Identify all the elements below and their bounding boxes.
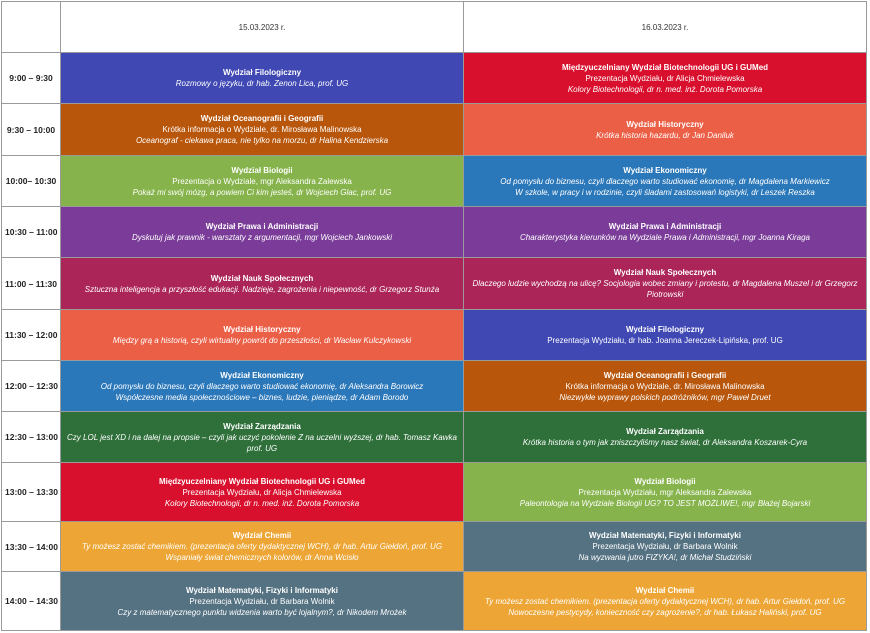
session-line: Między grą a historią, czyli wirtualny powrót do przeszłości, dr Wacław Kulczykowski xyxy=(112,336,412,345)
session-line: Nowoczesne pestycydy, konieczność czy zagrożenie?, dr hab. Łukasz Haliński, prof. UG xyxy=(508,607,822,617)
session-line: Od pomysłu do biznesu, czyli dlaczego warto studiować ekonomię, dr Aleksandra Borowicz xyxy=(100,381,424,391)
schedule-row xyxy=(2,361,867,412)
faculty-name: Wydział Biologii xyxy=(231,165,293,175)
day-header-2: 16.03.2023 r. xyxy=(464,2,867,53)
session-cell xyxy=(61,361,464,412)
session-line: Dyskutuj jak prawnik - warsztaty z argumentacji, mgr Wojciech Jankowski xyxy=(131,233,393,242)
session-line: Prezentacja Wydziału, dr hab. Joanna Jereczek-Lipińska, prof. UG xyxy=(547,336,783,345)
session-line: Kolory Biotechnologii, dr n. med. inż. Dorota Pomorska xyxy=(164,498,360,508)
session-line: Ty możesz zostać chemikiem. (prezentacja oferty dydaktycznej WCH), dr hab. Artur Giełdoń, prof. UG xyxy=(484,596,846,606)
schedule-row xyxy=(2,104,867,156)
session-line: Krótka informacja o Wydziale, dr. Mirosława Malinowska xyxy=(565,381,765,391)
session-line: Prezentacja Wydziału, dr Barbara Wolnik xyxy=(189,596,335,606)
time-slot: 9:30 – 10:00 xyxy=(2,104,61,156)
faculty-name: Wydział Ekonomiczny xyxy=(220,370,304,380)
faculty-name: Wydział Nauk Społecznych xyxy=(613,268,717,277)
session-cell xyxy=(61,53,464,104)
session-cell xyxy=(464,463,867,522)
faculty-name: Wydział Oceanografii i Geografii xyxy=(200,114,324,123)
session-line: Prezentacja o Wydziale, mgr Aleksandra Zalewska xyxy=(172,176,352,186)
session-line: Krótka informacja o Wydziale, dr. Mirosława Malinowska xyxy=(162,125,362,134)
faculty-name: Wydział Biologii xyxy=(634,476,696,486)
session-line: W szkole, w pracy i w rodzinie, czyli śladami zastosowań logistyki, dr Leszek Reszka xyxy=(515,187,815,197)
faculty-name: Wydział Historyczny xyxy=(223,325,301,334)
time-slot: 13:30 – 14:00 xyxy=(2,522,61,572)
session-cell xyxy=(464,572,867,631)
schedule-row xyxy=(2,522,867,572)
session-line: Czy z matematycznego punktu widzenia warto być lojalnym?, dr Nikodem Mrożek xyxy=(117,607,407,617)
session-cell xyxy=(61,310,464,361)
session-line: Krótka historia o tym jak zniszczyliśmy nasz świat, dr Aleksandra Koszarek-Cyra xyxy=(522,438,808,447)
time-slot: 11:00 – 11:30 xyxy=(2,258,61,310)
session-cell xyxy=(464,207,867,258)
session-cell xyxy=(464,53,867,104)
schedule-row xyxy=(2,572,867,631)
session-line: Wspaniały świat chemicznych kolorów, dr Anna Wcisło xyxy=(165,553,359,562)
faculty-name: Wydział Chemii xyxy=(232,531,292,540)
session-line: Charakterystyka kierunków na Wydziale Prawa i Administracji, mgr Joanna Kiraga xyxy=(519,233,811,242)
time-slot: 11:30 – 12:00 xyxy=(2,310,61,361)
faculty-name: Wydział Filologiczny xyxy=(625,325,705,334)
faculty-name: Wydział Zarządzania xyxy=(626,427,704,436)
schedule-row xyxy=(2,207,867,258)
corner-cell xyxy=(2,2,61,53)
session-cell xyxy=(464,258,867,310)
session-line: Oceanograf - ciekawa praca, nie tylko na morzu, dr Halina Kendzierska xyxy=(135,136,389,145)
session-line: Prezentacja Wydziału, dr Alicja Chmielewska xyxy=(182,487,342,497)
session-line: Ty możesz zostać chemikiem. (prezentacja oferty dydaktycznej WCH), dr hab. Artur Giełdoń, prof. UG xyxy=(81,542,443,551)
session-line: Dlaczego ludzie wychodzą na ulicę? Socjologia wobec zmiany i protestu, dr Magdalena Muszel i dr Grzegorz Piotrowski xyxy=(472,279,858,299)
time-slot: 12:30 – 13:00 xyxy=(2,412,61,463)
session-line: Współczesne media społecznościowe – biznes, ludzie, pieniądze, dr Adam Borodo xyxy=(115,392,409,402)
faculty-name: Wydział Ekonomiczny xyxy=(623,165,707,175)
session-line: Na wyzwania jutro FIZYKA!, dr Michał Studziński xyxy=(578,553,752,562)
schedule-row xyxy=(2,310,867,361)
session-cell xyxy=(464,522,867,572)
faculty-name: Międzyuczelniany Wydział Biotechnologii UG i GUMed xyxy=(561,62,769,72)
session-cell xyxy=(464,412,867,463)
session-cell xyxy=(61,104,464,156)
session-cell xyxy=(61,207,464,258)
session-line: Prezentacja Wydziału, dr Barbara Wolnik xyxy=(592,542,738,551)
session-line: Rozmowy o języku, dr hab. Zenon Lica, prof. UG xyxy=(175,79,349,88)
session-line: Prezentacja Wydziału, mgr Aleksandra Zalewska xyxy=(578,487,752,497)
time-slot: 9:00 – 9:30 xyxy=(2,53,61,104)
session-line: Paleontologia na Wydziale Biologii UG? TO JEST MOŻLIWE!, mgr Błażej Bojarski xyxy=(519,498,811,508)
faculty-name: Międzyuczelniany Wydział Biotechnologii UG i GUMed xyxy=(158,476,366,486)
faculty-name: Wydział Filologiczny xyxy=(222,68,302,77)
session-line: Prezentacja Wydziału, dr Alicja Chmielewska xyxy=(585,73,745,83)
schedule-row xyxy=(2,258,867,310)
day-header-1: 15.03.2023 r. xyxy=(61,2,464,53)
time-slot: 10:00– 10:30 xyxy=(2,156,61,207)
session-cell xyxy=(61,463,464,522)
time-slot: 10:30 – 11:00 xyxy=(2,207,61,258)
time-slot: 12:00 – 12:30 xyxy=(2,361,61,412)
session-line: Kolory Biotechnologii, dr n. med. inż. Dorota Pomorska xyxy=(567,84,763,94)
session-cell xyxy=(61,522,464,572)
time-slot: 14:00 – 14:30 xyxy=(2,572,61,631)
session-cell xyxy=(464,310,867,361)
session-cell xyxy=(61,572,464,631)
session-cell xyxy=(61,258,464,310)
faculty-name: Wydział Nauk Społecznych xyxy=(210,273,314,283)
faculty-name: Wydział Matematyki, Fizyki i Informatyki xyxy=(589,531,741,540)
session-line: Czy LOL jest XD i na dalej na propsie – czyli jak uczyć pokolenie Z na uczelni wyższej, dr hab. Tomasz Kawka prof. UG xyxy=(67,432,457,453)
session-cell xyxy=(61,412,464,463)
faculty-name: Wydział Prawa i Administracji xyxy=(205,222,319,231)
session-line: Od pomysłu do biznesu, czyli dlaczego warto studiować ekonomię, dr Magdalena Markiewicz xyxy=(500,176,830,186)
faculty-name: Wydział Prawa i Administracji xyxy=(608,222,722,231)
session-cell xyxy=(464,156,867,207)
session-line: Pokaż mi swój mózg, a powiem Ci kim jesteś, dr Wojciech Glac, prof. UG xyxy=(132,187,392,197)
faculty-name: Wydział Historyczny xyxy=(626,119,704,129)
faculty-name: Wydział Zarządzania xyxy=(223,421,301,431)
schedule-body xyxy=(2,53,867,631)
session-line: Krótka historia hazardu, dr Jan Daniluk xyxy=(596,130,734,140)
schedule-row xyxy=(2,53,867,104)
schedule-row xyxy=(2,463,867,522)
time-slot: 13:00 – 13:30 xyxy=(2,463,61,522)
faculty-name: Wydział Oceanografii i Geografii xyxy=(603,370,727,380)
faculty-name: Wydział Chemii xyxy=(635,585,695,595)
session-cell xyxy=(464,104,867,156)
faculty-name: Wydział Matematyki, Fizyki i Informatyki xyxy=(186,585,338,595)
session-line: Sztuczna inteligencja a przyszłość edukacji. Nadzieje, zagrożenia i niepewność, dr Grzegorz Stunża xyxy=(84,284,440,294)
schedule-row xyxy=(2,412,867,463)
session-cell xyxy=(464,361,867,412)
schedule-row xyxy=(2,156,867,207)
session-cell xyxy=(61,156,464,207)
schedule-table xyxy=(1,1,867,631)
header-row xyxy=(2,2,867,53)
session-line: Niezwykłe wyprawy polskich podróżników, mgr Paweł Druet xyxy=(559,392,771,402)
